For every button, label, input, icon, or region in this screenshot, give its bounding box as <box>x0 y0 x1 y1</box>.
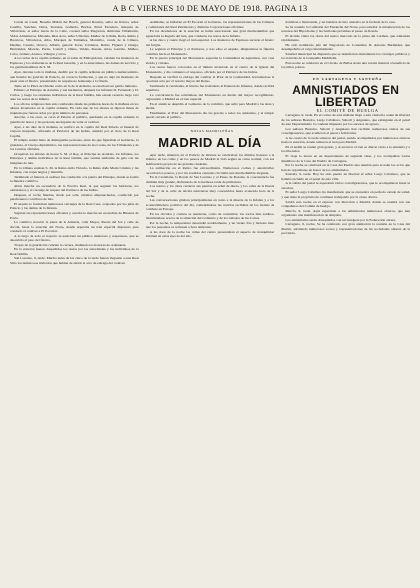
column-3-top-article <box>281 20 410 70</box>
paragraph: En la tribuna estaban S. M. la Reina doña Victoria, la Reina doña María Cristina y las Infantas, con trajes negros y mantilla. <box>10 165 139 175</box>
paragraph: Abría marcha un escuadrón de la Escolta Real, al que seguían los batidores, los alabarderos y el carruaje de respeto del Patriarca de las Indias. <box>10 183 139 193</box>
paragraph: El señor Largo Caballero ha manifestado que se encuentra en perfecto estado de salud, y que tiene el propósito de continuar trabajando por la causa obrera. <box>281 190 411 199</box>
paragraph: San Lorenzo, 9, tarde. Mucho antes de las cinco de la tarde fueron llegando a este Real Sitio los numerosos invitados que habían de asistir al acto de entrega del cadáver. <box>10 256 139 265</box>
section-title: MADRID AL DÍA <box>158 134 262 150</box>
paragraph: Terminado el funeral, el cadáver fue conducido a la puerta del Príncipe, donde se formó la fúnebre comitiva. <box>10 174 139 184</box>
paragraph: Seguían las representaciones oficiales y cerraba la marcha un escuadrón de Húsares de Pavía. <box>10 210 139 220</box>
column-3 <box>281 20 410 586</box>
paragraph: La animación en el Retiro fue extraordinaria. Numerosos coches y automóviles recorrían los paseos, y por las avenidas centrales circulaba una muchedumbre elegante. <box>145 166 275 175</box>
paragraph: A las cuatro de la tarde salieron del penal, siendo acompañados por numerosos obreros hasta la estación, donde tomaron el tren para Madrid. <box>281 135 411 145</box>
column-2 <box>146 20 275 586</box>
paragraph: Cartagena, 9, tarde. En el correo de esta mañana llegó a esta ciudad la orden de libertad de los señores Besteiro, Largo Caballero, Saborit y Anguiano, que extinguían en el penal de este Departamento la condena impuesta por los sucesos de agosto. <box>281 113 411 127</box>
paragraph: En la puerta principal del Monasterio esperaba la Comunidad de Agustinos, con cruz alzada y ciriales. <box>145 56 275 65</box>
article-kicker: EN CARTAGENA Y SANTOÑA <box>313 77 383 82</box>
paragraph: Por la noche, la temperatura descendió notablemente, y un viento frío y molesto hizo que los paseantes se retirasen a hora temprana. <box>145 220 275 230</box>
paragraph: Las conversaciones giraban principalmente en torno a la muerte de la Infanta y a los acontecimientos políticos del día, comentándose las noticias recibidas de los frentes de combate en Europa. <box>145 198 275 212</box>
paragraph: Los oficios religiosos han sido celebrados desde las primeras horas de la mañana en los altares levantados en la capilla ardiente. En cada uno de los altares se dijeron misas de réquiem que fueron oídas por gran número de personas. <box>10 101 139 115</box>
paragraph: Ayer tarde, mientras en el Palacio de Oriente se celebraban los últimos honores a la Infanta, en las calles y en los paseos de Madrid la vida seguía su curso normal, con esa indiferencia propia de las grandes ciudades. <box>145 152 275 166</box>
paragraph: En los alrededores de la estación se había estacionado una gran muchedumbre que aguardaba la llegada del tren, que conducía los restos de la Infanta. <box>145 29 275 38</box>
page-header <box>10 4 410 17</box>
column-2-top-article <box>146 20 275 120</box>
paragraph: Los restos fueron colocados en el túmulo levantado en el centro de la iglesia del Monasterio, y dio comienzo el responso, oficiado por el Patriarca de las Indias. <box>145 65 275 75</box>
paragraph: Los señores Besteiro, Saborit y Anguiano han recibido numerosas visitas de sus correligionarios, que acudieron al penal a felicitarles. <box>281 126 411 136</box>
paragraph: Ocupaban los sitiales de honor S. M. el Rey, el Príncipe de Asturias, los Infantes, los Príncipes y demás individuos de la Real familia, que vestían uniforme de gala con las insignias de luto. <box>10 151 139 165</box>
paragraph: Murcia, 9, tarde. Aquí esperaban a los amnistiados numerosos obreros, que han organizado una manifestación de simpatía. <box>281 208 411 218</box>
column-3-bottom-article <box>281 113 410 236</box>
paragraph: Los amnistiados serán obsequiados con un banquete por la Federación obrera. <box>285 217 396 222</box>
paragraph: El viaje lo hacen en un departamento de segunda clase, y los acompañan varios miembros de la Casa del Pueblo de Cartagena. <box>281 154 411 163</box>
paragraph: A los lados de la capilla ardiente, en el salón de Embajadores, velaban los monteros de Espinosa y los alabarderos de la Real Guardia, y en la antecámara, las damas de servicio y los gentileshombres de S. M. <box>10 56 139 70</box>
paragraph: Después se verificó la entrega del cadáver al Prior de la Comunidad, levantándose la oportuna acta por el notario mayor del Reino. <box>145 74 275 84</box>
paragraph: A lo largo de todo el trayecto se estacionó un público numeroso y respetuoso, que se descubría al paso del féretro. <box>10 233 139 243</box>
paragraph: En la estación fueron despedidos los restos por las autoridades y los individuos de la Real familia. <box>10 247 139 256</box>
section-label: NOTAS MADRILEÑAS <box>190 129 234 134</box>
section-divider <box>299 73 392 74</box>
paragraph: Conde de Casal, Heredia Millán del Bosch, general Rosales, señor de Rivera, señor Castilla, Sánchez, Ostos, Terrazas, Gallardo, Bordas, Pérez Escudero, marqués de Villalcázar, el señor Girón de la Calle, coronel señor Pingarrón, almirante Villamartín, Vidal, Armenteros, Miranda, Díaz Arce, señor Ullastres, Muñoz de la Peña, Roda, Rubio y Bacaicoa, Villacieros, Alba, Marqués de Tamames, Montalbo, conde de la Cimera, Dueñas, Castelo, Orozco, Alberti, general Tovar, Cárdenas, Rubio, Figuera y Ortega, Hernández, Moreno, Pardo, Castell y Olano, Valdés, Pereda, Arias, Garrido, Muñoz, Cobo, Gómez, Alonso, Villegas y otros. <box>10 20 139 56</box>
paragraph: En la Castellana, la Ronda de San Lorenzo y el Paseo de Rosales, la concurrencia fue también muy grande, disfrutando de la hermosa tarde de primavera. <box>145 175 275 184</box>
paragraph: Ayer, a las diez de la mañana, se verificó en la capilla del Real Palacio el funeral de córpore insepulto, oficiando el Patriarca de las Indias, asistido por el clero de la Real Capilla. <box>10 124 139 138</box>
paragraph: El séquito lo formaban numerosos carruajes de la Real Casa, ocupados por los jefes de Palacio y las damas de la Infanta. <box>10 201 139 211</box>
paragraph: Finalmente, el Prior del Monasterio dio las gracias a todos los asistentes, y el templo quedó cerrado al público. <box>145 110 275 120</box>
column-2-bottom-article <box>146 153 275 239</box>
paragraph: A las doce de la noche las calles del centro presentaban el aspecto de tranquilidad habitual en estas épocas del año. <box>145 229 275 239</box>
paragraph: En el andén se despidió el Gobierno de la comitiva, que salió para Madrid a las siete y media. <box>145 101 275 111</box>
paragraph: Primero el Príncipe de Asturias y sus hermanos, después los infantes D. Fernando y D. Carlos, y luego los restantes individuos de la Real familia, han estado rezando largo rato ante los restos de la Infanta. <box>10 88 139 102</box>
paragraph: Anoche, a las once, se cerró el Palacio al público, quedando en la capilla ardiente la guardia de honor y las personas encargadas de velar el cadáver. <box>10 115 139 125</box>
section-divider <box>150 123 271 126</box>
paragraph: Tanto en la Plaza de Oriente como en la de la Armería, se estacionó un gentío inmenso. <box>14 83 138 88</box>
header-dateline: A B C VIERNES 10 DE MAYO DE 1918. PAGINA 13 <box>112 4 308 13</box>
article-title: AMNISTIADOS EN LIBERTAD <box>292 82 400 109</box>
paragraph: Terminada la ceremonia, el féretro fue trasladado al Panteón de Infantes, donde recibirá sepultura. <box>145 83 275 93</box>
paragraph: El templo estaba lleno de distinguidas personas, entre las que figuraban el Gobierno, la grandeza, el Cuerpo diplomático, las representaciones de las Cortes, de los Tribunales y de los Centros oficiales. <box>10 138 139 152</box>
paragraph: A las cinco y cuarto llegó el tren especial. Los monteros de Espinosa sacaron el féretro del furgón. <box>145 38 275 47</box>
paragraph: A la salida del penal le esperaban varios correligionarios, que le acompañaron hasta la estación. <box>281 181 411 190</box>
paragraph: Ha sido nombrado jefe del Negociado de Consumos D. Antonio Bermúdez, que desempeñaba el cargo interinamente. <box>281 42 411 52</box>
paragraph: doblaban a bienvenida, y un bandera de luto ondeaba en la fachada de la casa. <box>285 20 396 24</box>
paragraph: Saldrá esta noche en el expreso con dirección a Madrid, donde se reunirá con sus compañeros del Comité de huelga. <box>281 199 411 209</box>
article-subtitle: EL COMITÉ DE HUELGA <box>316 107 379 113</box>
paragraph: Ayer, durante toda la mañana, desfiló por la capilla ardiente un público numerosísimo, que llenaba las galerías de Palacio, en correcta formación, y que no dejó un momento de pasar ante el féretro, presentando su respetuoso homenaje a la finada. <box>10 70 139 84</box>
paragraph: La concurrencia fue retirándose del Monasterio en medio del mayor recogimiento, regresando a Madrid en el tren especial. <box>145 92 275 102</box>
paragraph: Después, el coche fúnebre, tirado por ocho caballos empenachados, conducido por palafreneros con librea de luto. <box>10 192 139 202</box>
columns <box>10 20 410 586</box>
paragraph: Santoña, 9, tarde. Hoy ha sido puesto en libertad el señor Largo Caballero, que se hallaba recluido en el penal de esta villa. <box>281 172 411 181</box>
paragraph: En el andén se reunió gran gentío, y al arrancar el tren se dieron vivas a la amnistía y a los liberados. <box>281 144 411 154</box>
paragraph: Se ha reunido la Comisión del Ensanche del Norte, para estudiar la urbanización de los terrenos del Hipódromo y las barriadas próximas al paseo de Ronda. <box>281 24 411 34</box>
paragraph: En los círculos y casinos se reunieron, como de costumbre, los socios más asiduos, discutiéndose acerca de la situación del Gobierno y de los trabajos de las Cortes. <box>145 211 275 221</box>
paragraph: Asimismo, se hallaban en El Escorial el Gobierno, las representaciones de las Cámaras y comisiones del Real Patrimonio y distintas Corporaciones oficiales. <box>145 20 275 29</box>
paragraph: Cartagena, 9, noche. Se ha celebrado con gran animación la reunión en la Casa del Pueblo, asistiendo numerosos socios y representaciones de las sociedades obreras de la provincia. <box>281 222 411 236</box>
paragraph: Tropas de la guarnición cubrían la carrera, rindiendo los honores de ordenanza. <box>14 242 127 247</box>
column-1 <box>10 20 139 586</box>
paragraph: El alcalde visitó las obras del nuevo mercado de la plaza del Carmen, que adelantan rápidamente. <box>281 33 411 43</box>
paragraph: Esta noche se celebrará en el Círculo de Bellas Artes una velada musical a beneficio de los niños pobres. <box>281 60 411 70</box>
paragraph: La comitiva recorrió la plaza de la Armería, calle Mayor, Puerta del Sol y calle de Alcalá, hasta la estación del Norte, donde esperaba un tren especial dispuesto para conducir el cadáver a El Escorial. <box>10 220 139 234</box>
paragraph: Por la noche se celebrará en la Casa del Pueblo una reunión para acordar los actos que han de organizarse en honor de los amnistiados. <box>281 163 411 172</box>
paragraph: Los teatros y los cines cerraron sus puertas en señal de duelo, y los cafés de la Puerta del Sol y de la calle de Alcalá estuvieron muy concurridos hasta avanzada hora de la noche. <box>145 184 275 198</box>
paragraph: Le seguían el Príncipe y el Patriarca, y tras ellos el séquito, dirigiéndose la fúnebre comitiva hacia el Monasterio. <box>145 47 275 56</box>
paragraph: Sanidad municipal ha dispuesto que se desinfecten diariamente los carruajes públicos y los tranvías de la Compañía Madrileña. <box>281 51 411 61</box>
